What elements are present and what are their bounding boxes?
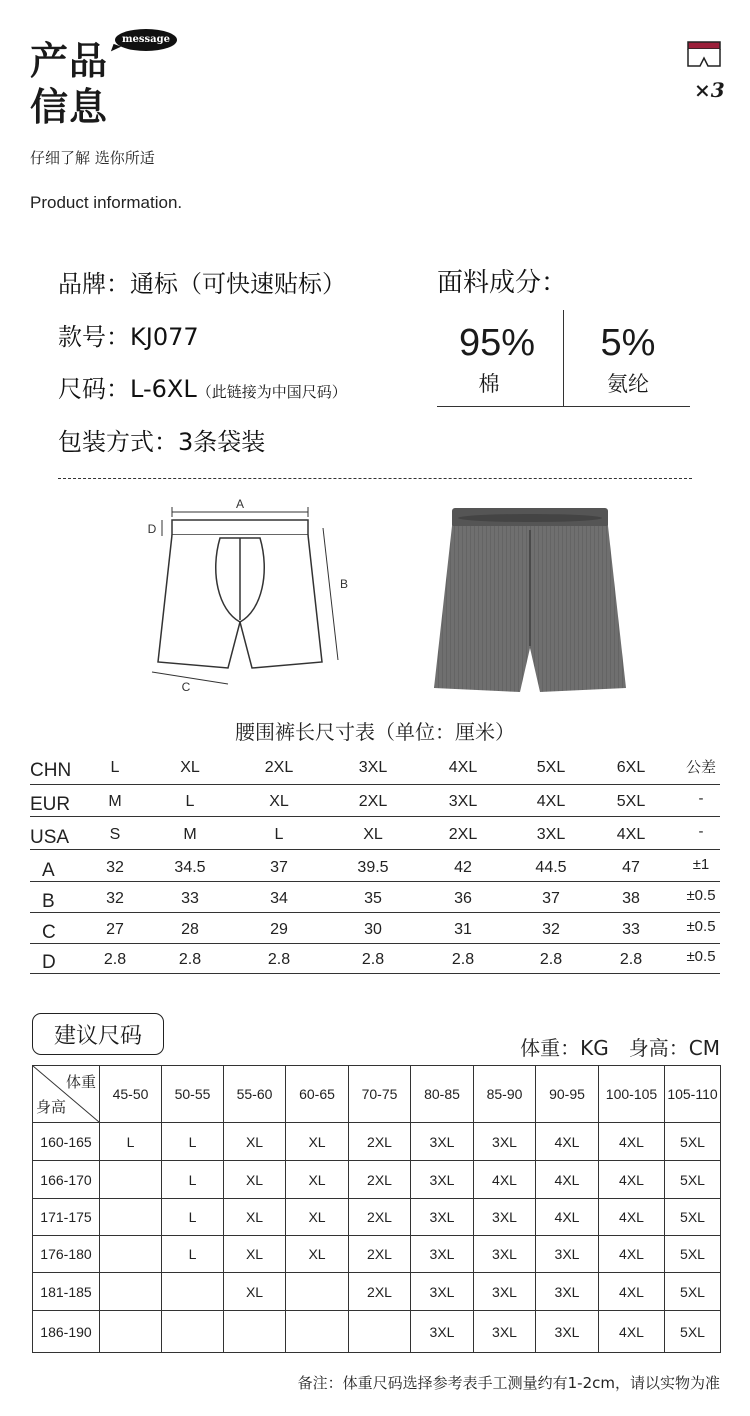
packing-spec: 包装方式：3条袋装 (58, 428, 266, 456)
recommend-cell (286, 1311, 349, 1352)
recommend-cell: 4XL (599, 1236, 665, 1273)
recommend-cell: 3XL (411, 1161, 474, 1199)
size-spec-label: 尺码：L-6XL (58, 375, 197, 403)
size-row-divider (30, 849, 720, 850)
size-cell: L (110, 759, 120, 776)
size-cell: 32 (106, 859, 124, 876)
recommend-cell: XL (286, 1123, 349, 1161)
size-tolerance: ±0.5 (686, 948, 716, 965)
size-spec-note: （此链接为中国尺码） (196, 383, 347, 401)
recommend-cell: 3XL (536, 1236, 599, 1273)
size-cell: 38 (622, 890, 640, 907)
size-row-divider (30, 784, 720, 785)
recommend-cell: 5XL (665, 1161, 720, 1199)
size-tolerance: ±0.5 (686, 918, 716, 935)
size-cell: 34.5 (174, 859, 206, 876)
recommend-cell: 4XL (599, 1311, 665, 1352)
size-cell: 30 (364, 921, 382, 938)
size-row-label: A (42, 860, 55, 881)
size-cell: 2.8 (451, 951, 475, 968)
recommend-cell: 3XL (474, 1273, 536, 1311)
size-tolerance: ±0.5 (686, 887, 716, 904)
size-cell: 33 (181, 890, 199, 907)
recommend-cell: 4XL (599, 1161, 665, 1199)
size-cell: 2XL (358, 793, 388, 810)
size-cell: 2.8 (361, 951, 385, 968)
size-cell: 2.8 (619, 951, 643, 968)
size-row-label: D (42, 952, 56, 973)
size-row-divider (30, 912, 720, 913)
size-row-divider (30, 816, 720, 817)
recommend-cell (349, 1311, 411, 1352)
page-title-line2: 信息 (30, 85, 109, 129)
height-header: 166-170 (33, 1161, 100, 1199)
weight-header: 50-55 (162, 1066, 224, 1123)
recommend-cell: 2XL (349, 1123, 411, 1161)
recommend-cell: 4XL (599, 1123, 665, 1161)
size-row-label: CHN (30, 760, 72, 781)
count-badge: ×3 (694, 78, 725, 102)
recommend-cell: XL (224, 1273, 286, 1311)
recommend-cell: 5XL (665, 1273, 720, 1311)
size-cell: 3XL (358, 759, 388, 776)
size-row-label: USA (30, 827, 70, 848)
weight-header: 55-60 (224, 1066, 286, 1123)
size-cell: 2.8 (103, 951, 127, 968)
size-cell: 32 (542, 921, 560, 938)
size-spec (58, 377, 347, 401)
recommend-cell: L (162, 1161, 224, 1199)
size-cell: 6XL (616, 759, 646, 776)
dim-label-c: C (181, 680, 191, 692)
size-cell: L (274, 826, 284, 843)
recommend-cell: L (162, 1236, 224, 1273)
recommend-cell: 4XL (474, 1161, 536, 1199)
recommend-cell: 4XL (599, 1273, 665, 1311)
size-cell: 28 (181, 921, 199, 938)
section-dashed-divider (58, 478, 692, 479)
size-cell: 37 (270, 859, 288, 876)
product-photo (430, 498, 630, 702)
weight-header: 60-65 (286, 1066, 349, 1123)
height-header: 181-185 (33, 1273, 100, 1311)
weight-header: 105-110 (665, 1066, 720, 1123)
size-cell: 42 (454, 859, 472, 876)
recommend-cell: 3XL (474, 1123, 536, 1161)
corner-height-label: 身高 (36, 1099, 67, 1116)
message-bubble: message (115, 29, 177, 51)
weight-header: 45-50 (100, 1066, 162, 1123)
recommend-cell (100, 1199, 162, 1236)
recommend-cell: XL (286, 1161, 349, 1199)
page-title-line1: 产品 (30, 39, 109, 83)
size-cell: 29 (270, 921, 288, 938)
size-cell: 3XL (536, 826, 566, 843)
recommend-cell: 5XL (665, 1199, 720, 1236)
recommend-cell: 5XL (665, 1123, 720, 1161)
measurement-diagram (140, 492, 360, 696)
recommend-cell: 2XL (349, 1273, 411, 1311)
size-row-label: B (42, 891, 55, 912)
size-row-label: EUR (30, 794, 71, 815)
fabric-underline (437, 406, 690, 407)
recommend-cell: 3XL (474, 1236, 536, 1273)
fabric-name-spandex: 氨纶 (607, 372, 649, 396)
size-cell: XL (269, 793, 289, 810)
weight-header: 80-85 (411, 1066, 474, 1123)
size-cell: 31 (454, 921, 472, 938)
weight-header: 90-95 (536, 1066, 599, 1123)
size-cell: 34 (270, 890, 288, 907)
recommend-cell: 3XL (411, 1236, 474, 1273)
recommend-cell: L (162, 1123, 224, 1161)
size-row-divider (30, 973, 720, 974)
size-cell: 2XL (264, 759, 294, 776)
size-cell: 4XL (536, 793, 566, 810)
recommend-cell (162, 1273, 224, 1311)
weight-header: 100-105 (599, 1066, 665, 1123)
recommend-cell: XL (286, 1199, 349, 1236)
recommend-cell (286, 1273, 349, 1311)
size-cell: 33 (622, 921, 640, 938)
recommend-cell: 3XL (536, 1273, 599, 1311)
recommend-cell: 3XL (411, 1123, 474, 1161)
size-cell: 27 (106, 921, 124, 938)
size-cell: M (108, 793, 122, 810)
size-cell: 5XL (616, 793, 646, 810)
recommend-cell: XL (286, 1236, 349, 1273)
brand-spec: 品牌：通标（可快速贴标） (58, 270, 346, 298)
recommend-cell: 5XL (665, 1236, 720, 1273)
recommend-cell: 2XL (349, 1236, 411, 1273)
underwear-icon (686, 40, 722, 74)
size-cell: 44.5 (535, 859, 567, 876)
size-table-title: 腰围裤长尺寸表（单位：厘米） (235, 720, 515, 744)
fabric-percent-spandex: 5% (600, 322, 656, 364)
size-cell: 39.5 (357, 859, 389, 876)
recommend-title-box (32, 1013, 164, 1055)
recommend-grid (32, 1065, 721, 1353)
weight-header: 70-75 (349, 1066, 411, 1123)
recommend-cell: 3XL (411, 1199, 474, 1236)
subtitle: 仔细了解 选你所适 (30, 149, 155, 167)
recommend-cell: XL (224, 1123, 286, 1161)
recommend-cell (100, 1273, 162, 1311)
recommend-cell: 4XL (536, 1123, 599, 1161)
grid-corner (33, 1066, 100, 1123)
recommend-cell (162, 1311, 224, 1352)
recommend-cell: L (162, 1199, 224, 1236)
dim-label-b: B (340, 577, 349, 591)
recommend-cell (100, 1161, 162, 1199)
size-cell: XL (363, 826, 383, 843)
recommend-cell: 4XL (536, 1199, 599, 1236)
fabric-title: 面料成分： (437, 268, 568, 298)
recommend-cell: 3XL (536, 1311, 599, 1352)
recommend-cell: 4XL (599, 1199, 665, 1236)
recommend-cell: 2XL (349, 1161, 411, 1199)
size-cell: 2.8 (539, 951, 563, 968)
recommend-cell: 3XL (411, 1311, 474, 1352)
size-cell: 5XL (536, 759, 566, 776)
size-tolerance: - (698, 823, 704, 840)
recommend-cell: 4XL (536, 1161, 599, 1199)
size-cell: 37 (542, 890, 560, 907)
recommend-cell: XL (224, 1236, 286, 1273)
size-cell: 3XL (448, 793, 478, 810)
recommend-cell: 3XL (474, 1199, 536, 1236)
size-cell: S (109, 826, 121, 843)
recommend-title: 建议尺码 (53, 1023, 142, 1049)
size-cell: XL (180, 759, 200, 776)
size-cell: 4XL (448, 759, 478, 776)
size-tolerance: 公差 (685, 759, 716, 776)
size-cell: 35 (364, 890, 382, 907)
size-tolerance: ±1 (692, 856, 710, 873)
recommend-units: 体重：KG 身高：CM (520, 1036, 720, 1060)
dim-label-a: A (235, 497, 245, 511)
recommend-cell: 5XL (680, 1323, 705, 1340)
corner-weight-label: 体重 (65, 1074, 96, 1091)
recommend-cell: XL (224, 1161, 286, 1199)
size-cell: 2.8 (267, 951, 291, 968)
size-cell: 4XL (616, 826, 646, 843)
fabric-percent-cotton: 95% (458, 322, 536, 364)
recommend-cell: 3XL (474, 1311, 536, 1352)
weight-header: 85-90 (474, 1066, 536, 1123)
recommend-cell: L (100, 1123, 162, 1161)
bubble-tail (111, 44, 121, 54)
size-row-label: C (42, 922, 56, 943)
size-cell: M (183, 826, 197, 843)
fabric-divider (563, 310, 564, 407)
size-cell: 32 (106, 890, 124, 907)
recommend-cell: 2XL (349, 1199, 411, 1236)
height-header: 171-175 (33, 1199, 100, 1236)
english-title: Product information. (30, 193, 183, 212)
size-cell: 2.8 (178, 951, 202, 968)
height-header: 160-165 (33, 1123, 100, 1161)
height-header: 186-190 (33, 1311, 100, 1352)
recommend-cell (100, 1311, 162, 1352)
recommend-cell (100, 1236, 162, 1273)
model-spec: 款号：KJ077 (58, 323, 199, 351)
dim-label-d: D (147, 522, 157, 536)
height-header: 176-180 (33, 1236, 100, 1273)
size-cell: 47 (622, 859, 640, 876)
fabric-name-cotton: 棉 (478, 372, 500, 396)
size-cell: L (185, 793, 195, 810)
size-tolerance: - (698, 790, 704, 807)
size-cell: 2XL (448, 826, 478, 843)
footnote: 备注：体重尺码选择参考表手工测量约有1-2cm，请以实物为准 (297, 1374, 720, 1392)
size-cell: 36 (454, 890, 472, 907)
recommend-cell: XL (224, 1199, 286, 1236)
recommend-cell (224, 1311, 286, 1352)
size-row-divider (30, 943, 720, 944)
size-row-divider (30, 881, 720, 882)
recommend-cell: 3XL (411, 1273, 474, 1311)
